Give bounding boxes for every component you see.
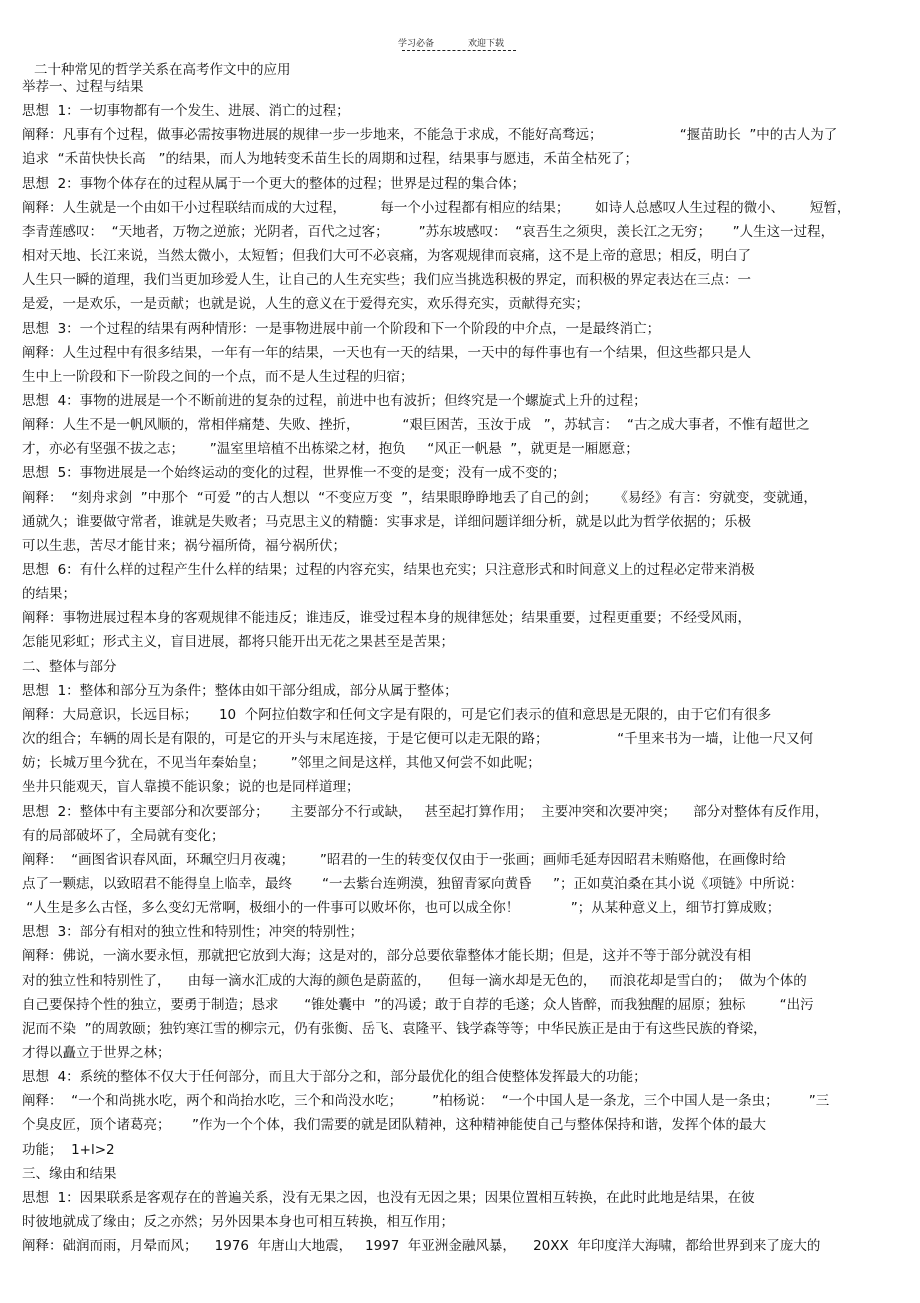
text-line: 阐释： “一个和尚挑水吃，两个和尚抬水吃，三个和尚没水吃； ”柏杨说： “一个中国人是一条龙，三个中国人是一条虫； ”三	[22, 1093, 830, 1110]
text-line: 阐释：础润而雨，月晕而风； 1976 年唐山大地震， 1997 年亚洲金融风暴， 20XX 年印度洋大海啸，都给世界到来了庞大的	[22, 1238, 821, 1255]
text-line: 思想 5：事物进展是一个始终运动的变化的过程，世界惟一不变的是变；没有一成不变的；	[22, 465, 566, 482]
text-line: 思想 2：整体中有主要部分和次要部分； 主要部分不行或缺， 甚至起打算作用； 主要冲突和次要冲突； 部分对整体有反作用，	[22, 803, 829, 820]
text-line: “人生是多么古怪，多么变幻无常啊，极细小的一件事可以败坏你，也可以成全你！ ”；从某种意义上，细节打算成败；	[22, 900, 781, 917]
text-line: 阐释： “画图省识春风面，环珮空归月夜魂； ”昭君的一生的转变仅仅由于一张画；画师毛延寿因昭君未贿赂他，在画像时给	[22, 851, 786, 868]
text-line: 时彼地就成了缘由；反之亦然；另外因果本身也可相互转换，相互作用；	[22, 1214, 454, 1231]
header-divider	[402, 50, 516, 51]
text-line: 怎能见彩虹；形式主义，盲目进展，都将只能开出无花之果甚至是苦果；	[22, 634, 454, 651]
text-line: 才得以矗立于世界之林；	[22, 1045, 171, 1061]
text-line: 阐释：大局意识，长远目标； 10 个阿拉伯数字和任何文字是有限的，可是它们表示的值和意思是无限的，由于它们有很多	[22, 706, 772, 723]
text-line: 思想 4：系统的整体不仅大于任何部分，而且大于部分之和，部分最优化的组合使整体发挥最大的功能；	[22, 1069, 647, 1086]
text-line: 思想 3：一个过程的结果有两种情形：一是事物进展中前一个阶段和下一个阶段的中介点，一是最终消亡；	[22, 320, 661, 337]
text-line: 思想 1：一切事物都有一个发生、进展、消亡的过程；	[22, 103, 350, 120]
text-line: 泥而不染 ”的周敦颐；独钓寒江雪的柳宗元，仍有张衡、岳飞、袁隆平、钱学森等等；中华民族正是由于有这些民族的脊梁，	[22, 1020, 767, 1037]
text-line: 对的独立性和特别性了， 由每一滴水汇成的大海的颜色是蔚蓝的， 但每一滴水却是无色的， 而浪花却是雪白的； 做为个体的	[22, 972, 807, 989]
text-line: 有的局部破坏了，全局就有变化；	[22, 827, 225, 844]
text-line: 生中上一阶段和下一阶段之间的一个点，而不是人生过程的归宿；	[22, 368, 414, 385]
text-line: 人生只一瞬的道理，我们当更加珍爱人生，让自己的人生充实些；我们应当挑选积极的界定，而积极的界定表达在三点：一	[22, 272, 751, 289]
text-line: 通就久；谁要做守常者，谁就是失败者；马克思主义的精髓：实事求是，详细问题详细分析，就是以此为哲学依据的；乐极	[22, 513, 751, 530]
text-line: 阐释：凡事有个过程，做事必需按事物进展的规律一步一步地来，不能急于求成，不能好高骛远； “揠苗助长 ”中的古人为了	[22, 127, 838, 144]
page-header	[398, 36, 538, 49]
text-line: 思想 2：事物个体存在的过程从属于一个更大的整体的过程；世界是过程的集合体；	[22, 175, 526, 192]
text-line: 自己要保持个性的独立，要勇于制造；恳求 “锥处囊中 ”的冯谖；敢于自荐的毛遂；众人皆醉，而我独醒的屈原；独标 “出污	[22, 996, 814, 1013]
text-line: 个臭皮匠，顶个诸葛亮； ”作为一个个体，我们需要的就是团队精神，这种精神能使自己与整体保持和谐，发挥个体的最大	[22, 1117, 766, 1134]
text-line: 举荐一、过程与结果	[22, 79, 144, 95]
text-line: 思想 3：部分有相对的独立性和特别性；冲突的特别性；	[22, 924, 364, 941]
text-line: 才，亦必有坚强不拔之志； ”温室里培植不出栋梁之材，抱负 “风正一帆悬 ”，就更是一厢愿意；	[22, 441, 639, 458]
text-line: 是爱，一是欢乐，一是贡献；也就是说，人生的意义在于爱得充实，欢乐得充实，贡献得充实；	[22, 296, 589, 313]
text-line: 妨；长城万里今犹在，不见当年秦始皇； ”邻里之间是这样，其他又何尝不如此呢；	[22, 755, 541, 772]
text-line: 的结果；	[22, 586, 76, 603]
text-line: 阐释： “刻舟求剑 ”中那个 “可爱 ”的古人想以 “不变应万变 ”，结果眼睁睁地丢了自己的剑； 《易经》有言：穷就变，变就通，	[22, 489, 817, 506]
text-line: 追求 “禾苗快快长高 ”的结果，而人为地转变禾苗生长的周期和过程，结果事与愿违，禾苗全枯死了；	[22, 151, 638, 168]
text-line: 思想 1：整体和部分互为条件；整体由如干部分组成，部分从属于整体；	[22, 682, 458, 699]
text-line: 李青莲感叹： “天地者，万物之逆旅；光阴者，百代之过客； ”苏东坡感叹： “哀吾生之须臾，羡长江之无穷； ”人生这一过程，	[22, 223, 835, 240]
text-line: 阐释：人生不是一帆风顺的，常相伴痛楚、失败、挫折， “艰巨困苦，玉汝于成 ”，苏轼言： “古之成大事者，不惟有超世之	[22, 417, 810, 434]
text-line: 三、缘由和结果	[22, 1165, 117, 1182]
text-line: 次的组合；车辆的周长是有限的，可是它的开头与末尾连接，于是它便可以走无限的路； “千里来书为一墙，让他一尺又何	[22, 731, 814, 748]
text-line: 阐释：事物进展过程本身的客观规律不能违反；谁违反，谁受过程本身的规律惩处；结果重要，过程更重要；不经受风雨，	[22, 610, 751, 627]
text-line: 相对天地、长江来说，当然太微小，太短暂；但我们大可不必哀痛，为客观规律而哀痛，这不是上帝的意思；相反，明白了	[22, 248, 751, 265]
text-line: 阐释：佛说，一滴水要永恒，那就把它放到大海；这是对的，部分总要依靠整体才能长期；但是，这并不等于部分就没有相	[22, 948, 751, 965]
text-line: 坐井只能观天，盲人靠摸不能识象；说的也是同样道理；	[22, 779, 360, 796]
text-line: 二、整体与部分	[22, 658, 117, 675]
text-line: 阐释：人生过程中有很多结果，一年有一年的结果，一天也有一天的结果，一天中的每件事也有一个结果，但这些都只是人	[22, 344, 751, 361]
text-line: 点了一颗痣，以致昭君不能得皇上临幸，最终 “一去紫台连朔漠，独留青冢向黄昏 ”；正如莫泊桑在其小说《项链》中所说：	[22, 875, 803, 892]
header-left: 学习必备	[398, 39, 435, 49]
header-right: 欢迎下载	[468, 39, 505, 49]
text-line: 思想 4：事物的进展是一个不断前进的复杂的过程，前进中也有波折；但终究是一个螺旋式上升的过程；	[22, 392, 647, 409]
document-title: 二十种常见的哲学关系在高考作文中的应用	[34, 62, 291, 78]
text-line: 阐释：人生就是一个由如干小过程联结而成的大过程， 每一个小过程都有相应的结果； 如诗人总感叹人生过程的微小、 短暂，	[22, 199, 851, 216]
text-line: 思想 1：因果联系是客观存在的普遍关系，没有无果之因，也没有无因之果；因果位置相互转换，在此时此地是结果，在彼	[22, 1189, 755, 1206]
text-line: 功能； 1+l>2	[22, 1141, 115, 1158]
text-line: 思想 6：有什么样的过程产生什么样的结果；过程的内容充实，结果也充实；只注意形式和时间意义上的过程必定带来消极	[22, 562, 755, 578]
text-line: 可以生悲，苦尽才能甘来；祸兮福所倚，福兮祸所伏；	[22, 537, 346, 554]
